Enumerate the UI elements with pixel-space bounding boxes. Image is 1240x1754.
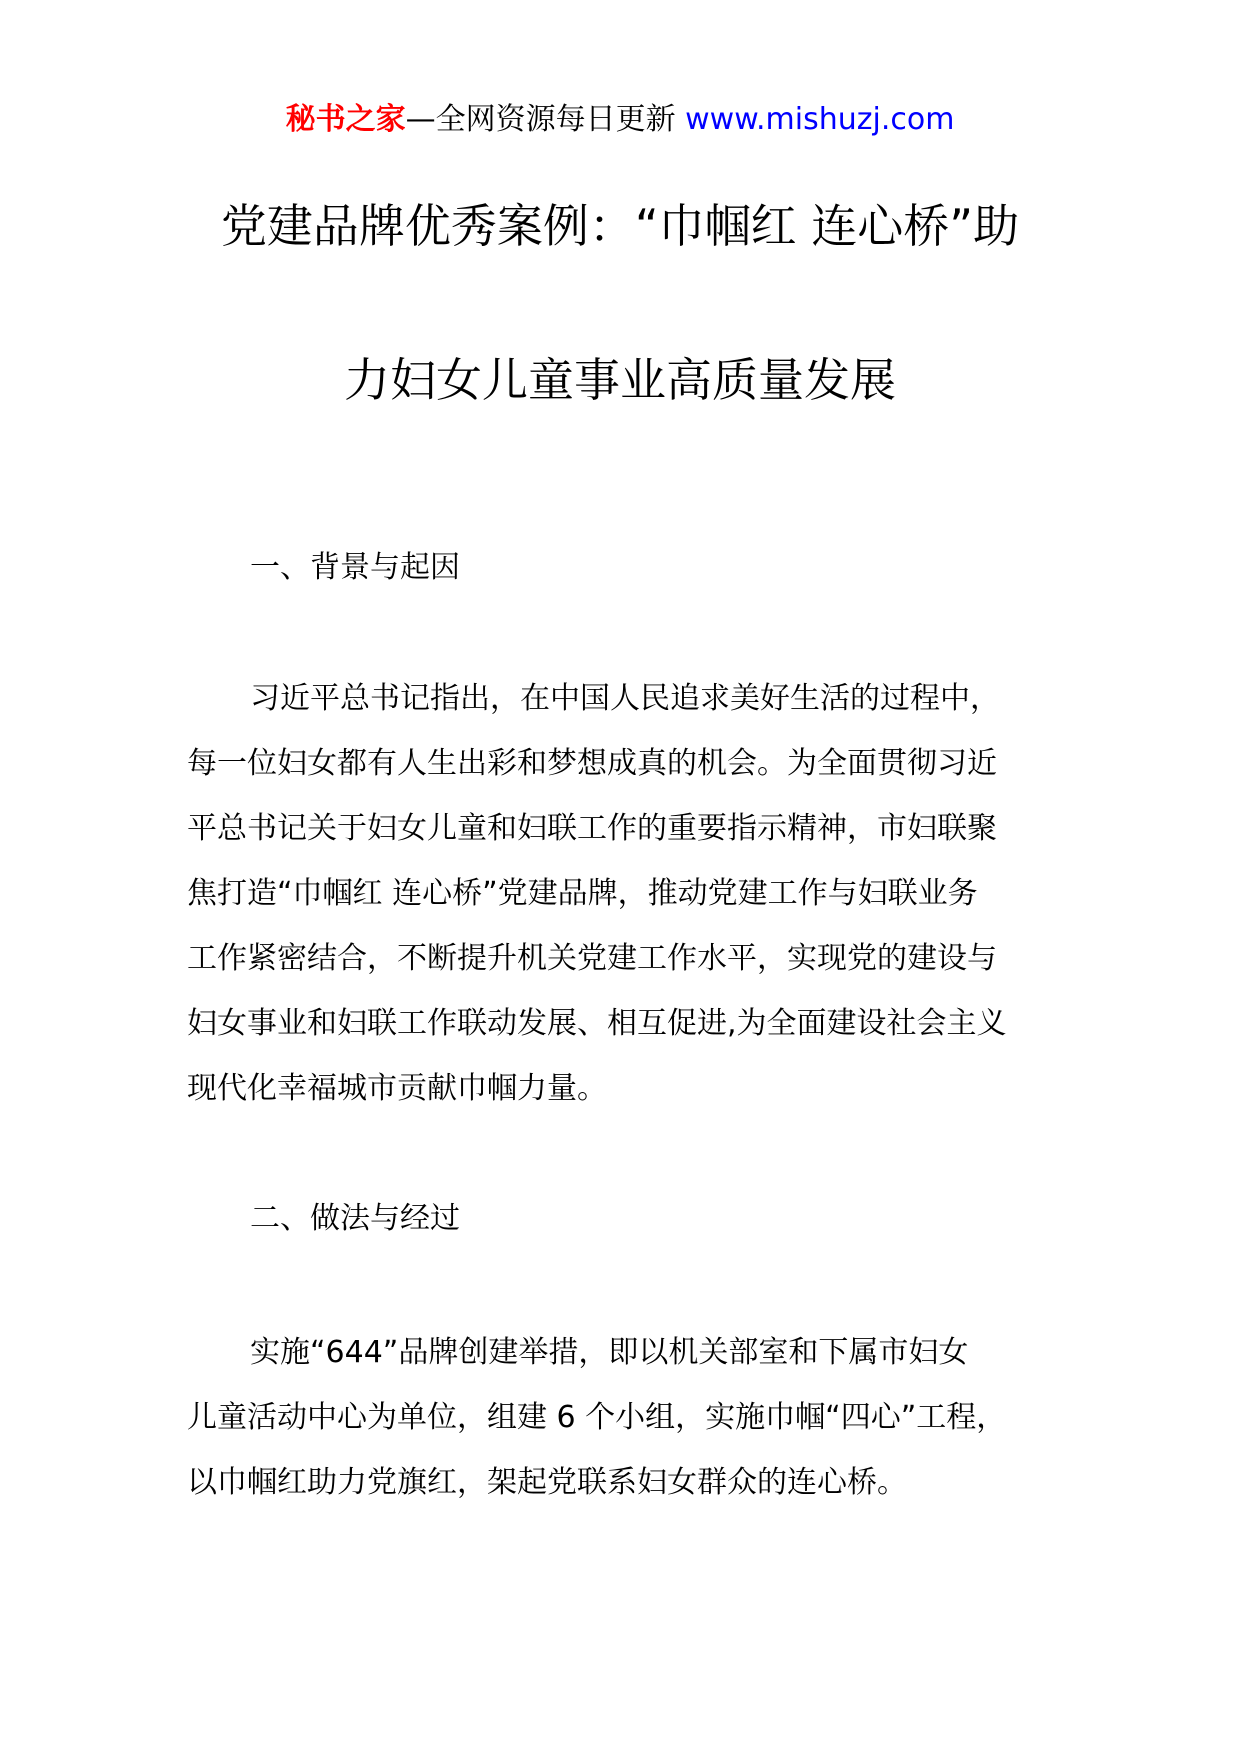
paragraph-line: 现代化幸福城市贡献巾帼力量。 [187, 1071, 607, 1106]
paragraph-practice [187, 1320, 1087, 1515]
paragraph-background [187, 666, 1087, 1121]
paragraph-line: 习近平总书记指出，在中国人民追求美好生活的过程中， [250, 681, 1000, 716]
paragraph-line: 实施“644”品牌创建举措，即以机关部室和下属市妇女 [250, 1335, 969, 1370]
paragraph-line: 工作紧密结合，不断提升机关党建工作水平，实现党的建设与 [187, 941, 997, 976]
document-title-line-2: 力妇女儿童事业高质量发展 [344, 353, 896, 407]
section-heading-practice: 二、做法与经过 [250, 1201, 460, 1236]
document-title-line-1: 党建品牌优秀案例：“巾帼红 连心桥”助 [220, 199, 1020, 253]
brand-name: 秘书之家 [285, 102, 406, 137]
section-heading-background: 一、背景与起因 [250, 550, 460, 585]
site-header [0, 100, 1240, 140]
paragraph-line: 每一位妇女都有人生出彩和梦想成真的机会。为全面贯彻习近 [187, 746, 997, 781]
site-url-link[interactable]: www.mishuzj.com [685, 102, 955, 137]
paragraph-line: 焦打造“巾帼红 连心桥”党建品牌，推动党建工作与妇联业务 [187, 876, 978, 911]
header-tagline: —全网资源每日更新 [405, 102, 686, 137]
paragraph-line: 儿童活动中心为单位，组建 6 个小组，实施巾帼“四心”工程， [187, 1400, 1007, 1435]
paragraph-line: 妇女事业和妇联工作联动发展、相互促进,为全面建设社会主义 [187, 1006, 1007, 1041]
paragraph-line: 以巾帼红助力党旗红，架起党联系妇女群众的连心桥。 [187, 1465, 907, 1500]
paragraph-line: 平总书记关于妇女儿童和妇联工作的重要指示精神，市妇联聚 [187, 811, 997, 846]
